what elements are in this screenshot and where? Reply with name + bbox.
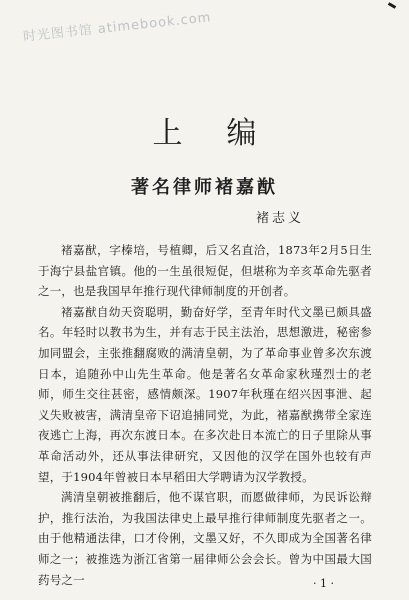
paragraph: 满清皇朝被推翻后，他不谋官职，而愿做律师，为民诉讼辩护，推行法治，为我国法律史上最早推行律师制度先驱者之一。由于他精通法律，口才伶俐，文墨又好，不久即成为全国著名律师之一；被推选为浙江省第一届律师公会会长。曾为中国最大国药号之一 [38, 490, 372, 587]
paragraph: 褚嘉猷自幼天资聪明，勤奋好学，至青年时代文墨已颇具盛名。年轻时以教书为生，并有志于民主法治，思想激进，秘密参加同盟会，主张推翻腐败的满清皇朝，为了革命事业曾多次东渡日本，追随孙中山先生革命。他是著名女革命家秋瑾烈士的老师，师生交往甚密，感情颇深。1907年秋瑾在绍兴因事泄、起义失败被害，满清皇帝下诏追捕同党，为此，褚嘉猷携带全家连夜逃亡上海，再次东渡日本。在多次赴日本流亡的日子里除从事革命活动外，还从事法律研究，又因他的汉学在国外也较有声望，于1904年曾被日本早稻田大学聘请为汉学教授。 [38, 304, 372, 484]
section-title: 上编 [152, 116, 301, 151]
corner-mark [388, 2, 396, 9]
page-number: · 1 · [313, 577, 334, 590]
author-name: 褚志义 [256, 211, 305, 226]
article-title: 著名律师褚嘉猷 [131, 177, 278, 198]
watermark: 时光图书馆 atimebook.com [22, 10, 213, 45]
article-body [38, 240, 372, 590]
paragraph: 褚嘉猷，字榛培，号植卿，后又名直洽，1873年2月5日生于海宁县盐官镇。他的一生虽很短促，但堪称为辛亥革命先驱者之一，也是我国早年推行现代律师制度的开创者。 [38, 243, 372, 299]
